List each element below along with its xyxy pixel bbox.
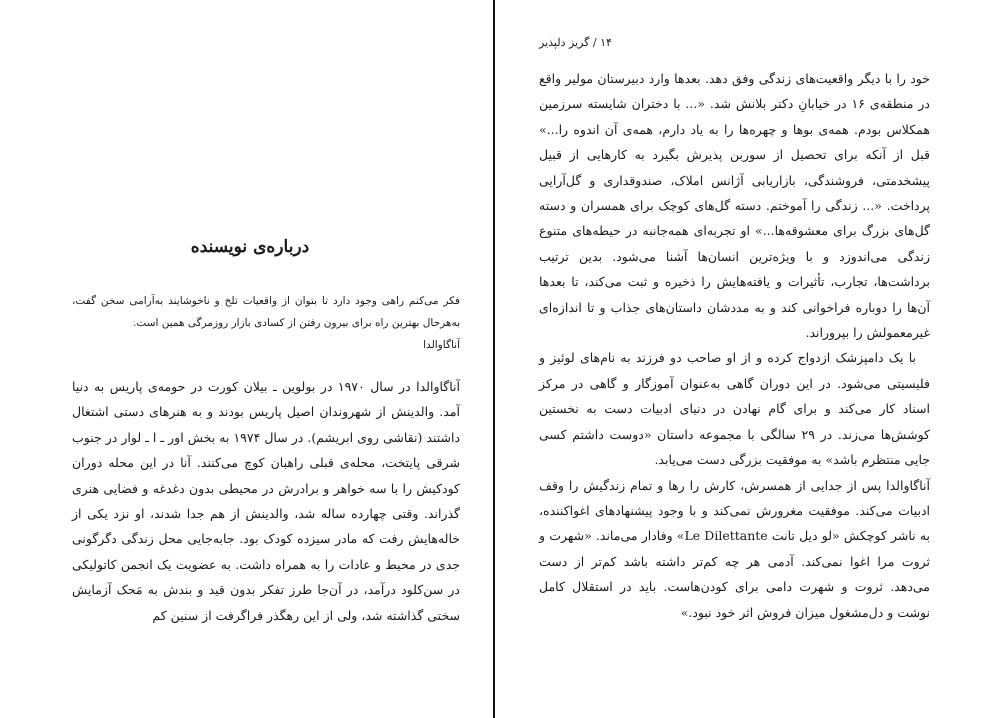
paragraph: با یک دامپزشک ازدواج کرده و از او صاحب دو فرزند به نام‌های لوئیز و فلیسیتی می‌شود. در این دوران گاهی به‌عنوان آموزگار و گاهی در مرکز اسناد کار می‌کند و برای گام نهادن در دنیای ادبیات دست به نخستین کوشش‌ها می‌زند. در ۲۹ سالگی با مجموعه داستان «دوست داشتم کسی جایی منتظرم باشد» به موفقیت بزرگی دست می‌یابد. (539, 350, 930, 468)
right-body-text (539, 66, 930, 625)
paragraph: خود را با دیگر واقعیت‌های زندگی وفق دهد. بعدها وارد دبیرستان مولیر واقع در منطقه‌ی ۱۶ در خیابانِ دکتر بلانش شد. «... با دختران شایسته سرزمین همکلاس بودم. همه‌ی بوها و چهره‌ها را به یاد دارم، همه‌ی آن اندوه را...» قبل از آنکه برای تحصیل از سوربن پذیرش بگیرد به کارهایی از قبیل پیشخدمتی، فروشندگی، بازاریابی آژانس املاک، صندوقداری و گل‌آرایی پرداخت. «... زندگی را آموختم. دسته گل‌های کوچک برای همسران و دسته گل‌های بزرگ برای معشوقه‌ها...» او تجربه‌ای همه‌جانبه در حیطه‌های متنوع زندگی می‌اندوزد و با ویژه‌ترین انسان‌ها آشنا می‌شود. بدین ترتیب برداشت‌ها، تجارب، تأثیرات و یافته‌هایش را ذخیره و ثبت می‌کند، تا بعدها آن‌ها را دوباره فراخوانی کند و به مددشان داستان‌های جذاب و تا اندازه‌ای غیرمعمولش را بپروراند. (539, 71, 930, 341)
paragraph: آناگاوالدا پس از جدایی از همسرش، کارش را رها و تمام زندگیش را وقف ادبیات می‌کند. موفقیت مغرورش نمی‌کند و با وجود پیشنهادهای اغواکننده، به ناشر کوچکش «لو دیل تانت Le Dilettante» وفادار می‌ماند. «شهرت و ثروت مرا اغوا نمی‌کند. آدمی هر چه کم‌تر داشته باشد کم‌تر از دست می‌دهد. ثروت و شهرت دامی برای کودن‌هاست. باید در استقلال کامل نوشت و دل‌مشغول میزان فروش اثر خود نبود.» (539, 477, 930, 620)
running-header: ۱۴ / گریز دلپذیر (539, 36, 612, 49)
left-page (0, 0, 493, 718)
paragraph: آناگاوالدا در سال ۱۹۷۰ در بولوین ـ بیلان کورت در حومه‌ی پاریس به دنیا آمد. والدینش از شهروندان اصیل پاریس بودند و به هنرهای دستی اشتغال داشتند (نقاشی روی ابریشم). در سال ۱۹۷۴ به بخش اور ـ ا ـ لوار در جنوب شرقی پایتخت، محله‌ی قبلی راهبان کوچ می‌کنند. آنا در این محله دوران کودکیش را با سه خواهر و برادرش در محیطی بدون دغدغه و فضایی هنری گذراند. وقتی چهارده ساله شد، والدینش از هم جدا شدند، او نزد یکی از خاله‌هایش رفت که مادر سیزده کودک بود. جابه‌جایی محل زندگی دگرگونی جدی در محیط و عادات را به همراه داشت. به عضویت یک انجمن کاتولیکی در سن‌کلود درآمد، در آن‌جا طرز تفکر بدون قید و بندش به مَحک آزمایش سختی گذاشته شد، ولی از این رهگذر فراگرفت از سنین کم (72, 379, 461, 623)
left-body-text (72, 374, 460, 628)
epigraph (72, 290, 460, 356)
chapter-title: درباره‌ی نویسنده (190, 237, 310, 257)
epigraph-text: فکر می‌کنم راهی وجود دارد تا بتوان از واقعیات تلخ و ناخوشایند به‌آرامی سخن گفت، به‌هرحال بهترین راه برای بیرون رفتن از کسادی بازار روزمرگی همین است. (72, 295, 460, 329)
epigraph-author: آناگاوالدا (423, 339, 460, 351)
